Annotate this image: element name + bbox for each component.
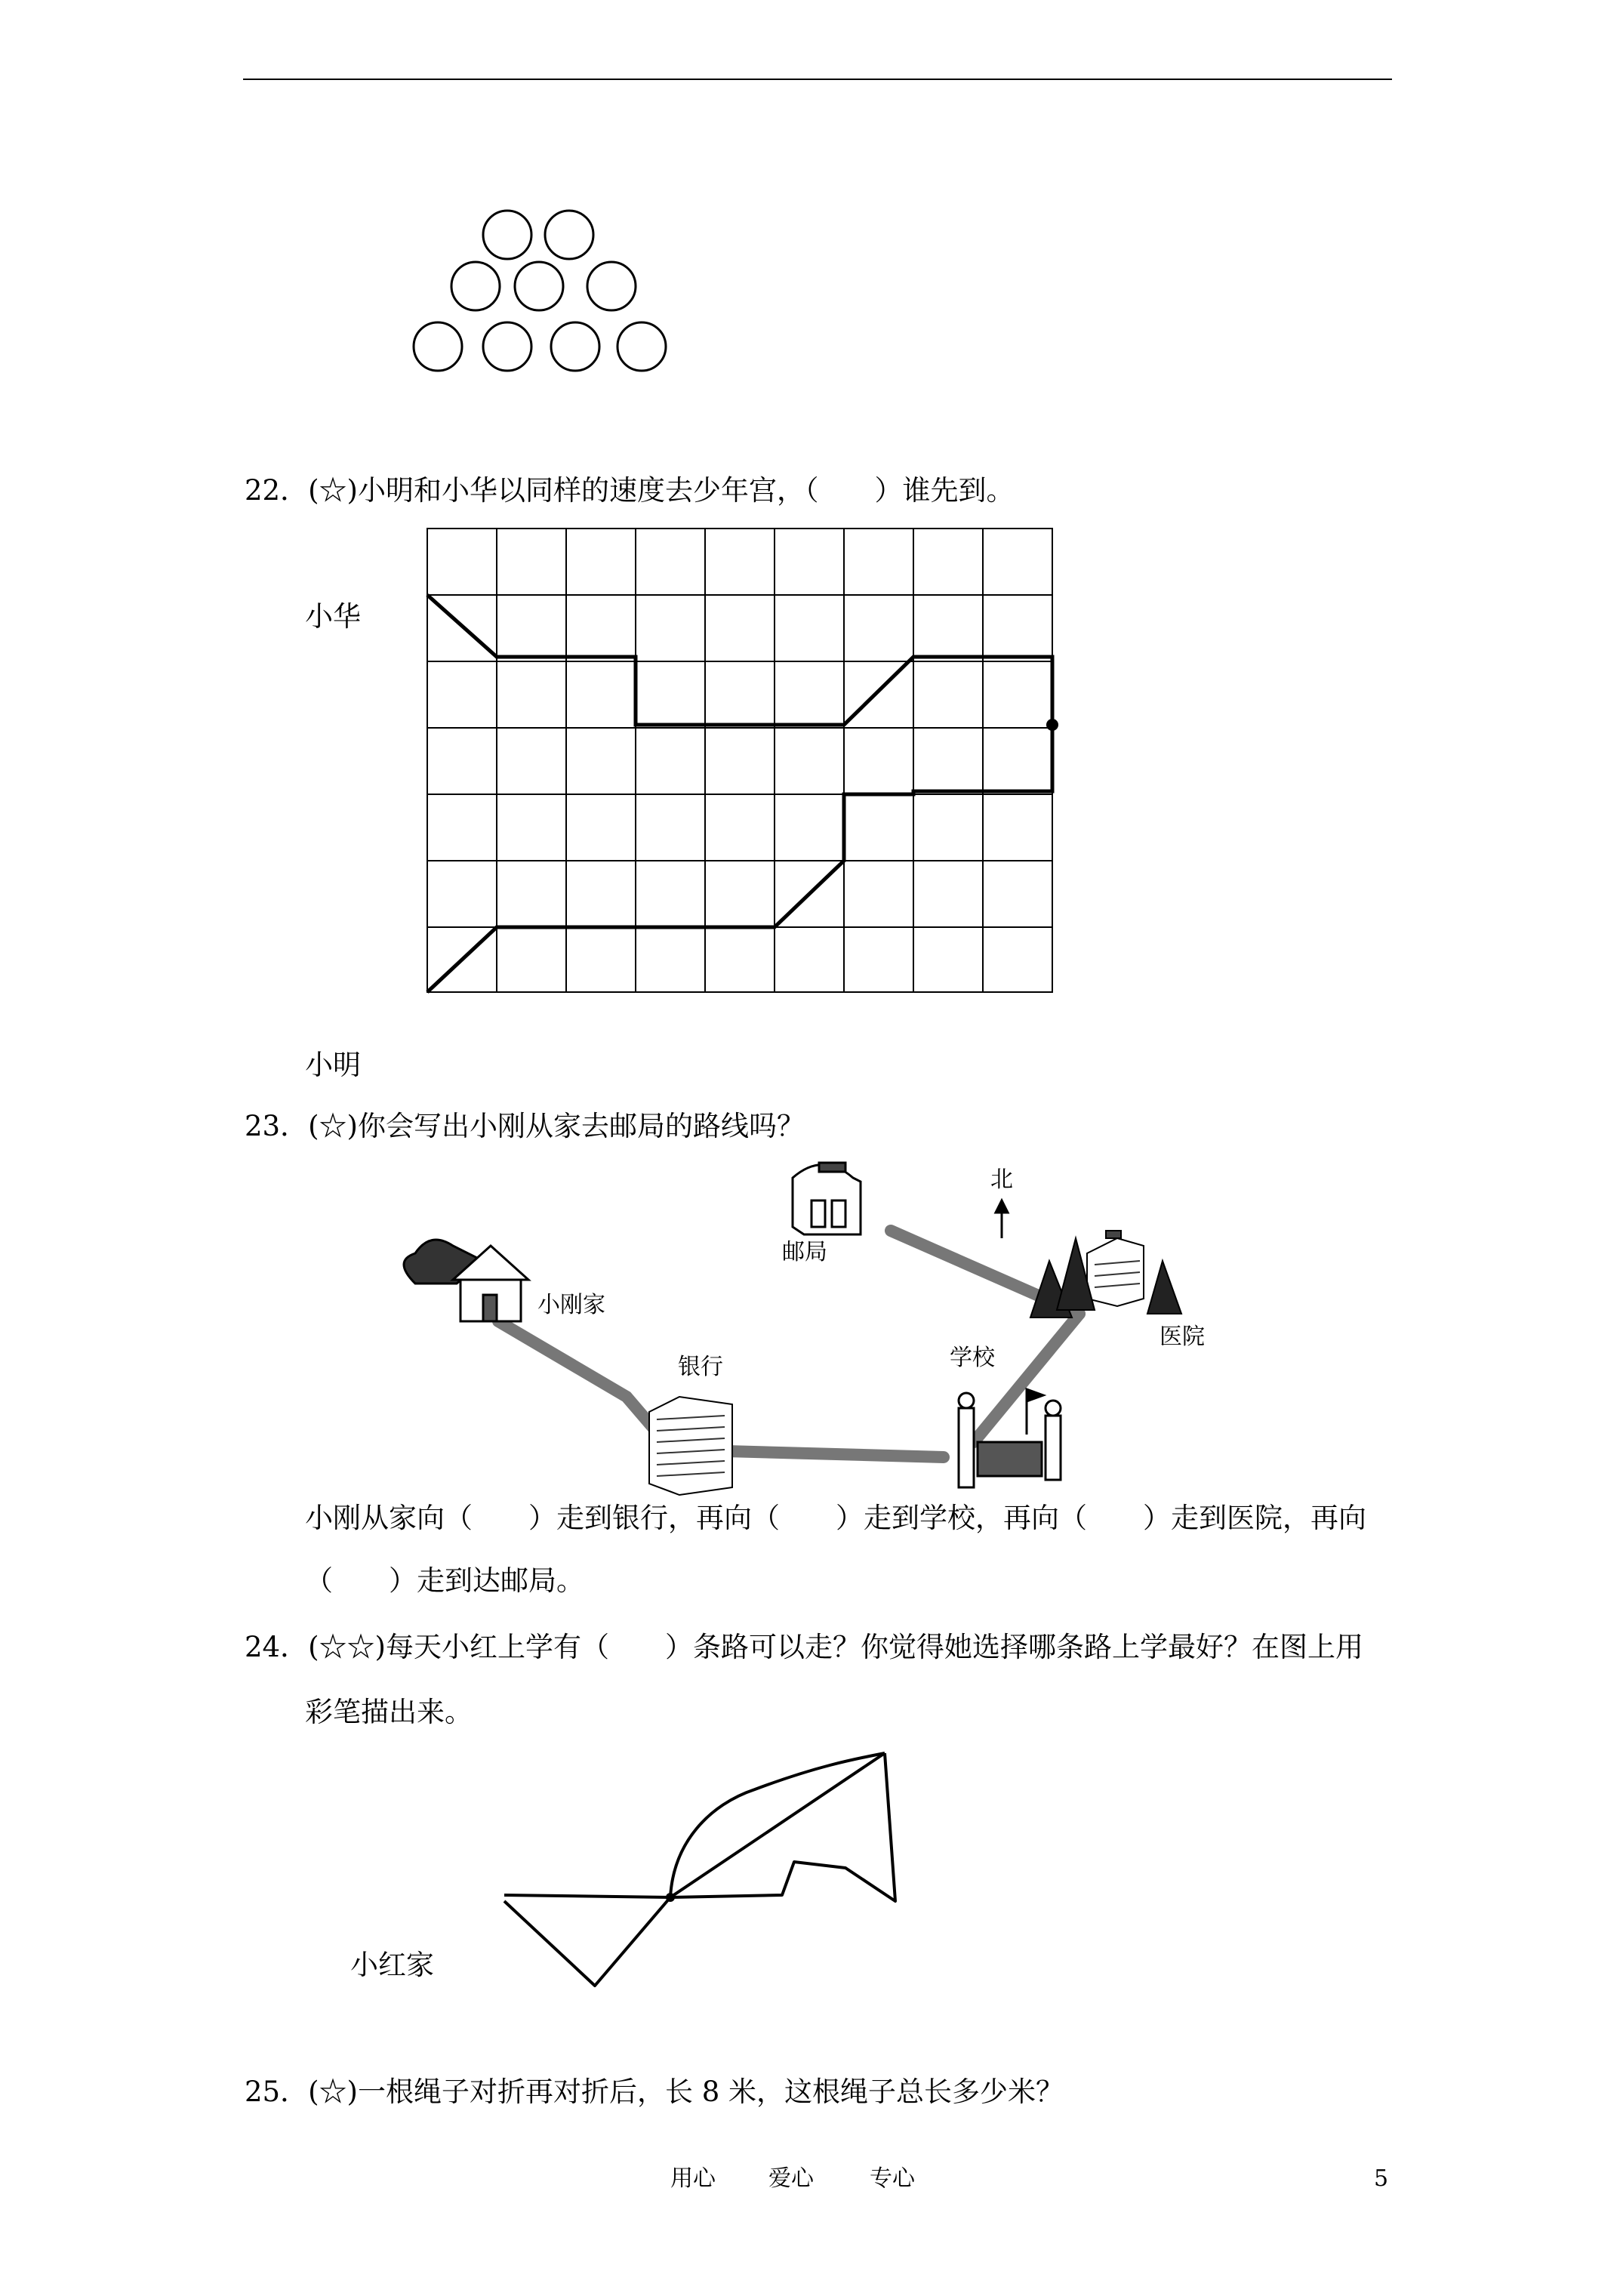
header-rule (243, 79, 1392, 80)
junction-dot (666, 1893, 675, 1902)
circle (414, 322, 462, 371)
circle (483, 322, 531, 371)
footer-item: 爱心 (768, 2165, 814, 2192)
map-label-bank: 银行 (678, 1354, 723, 1380)
circle (545, 211, 593, 259)
house-icon (404, 1240, 528, 1321)
question-23-text: 23．(☆)你会写出小刚从家去邮局的路线吗？ (245, 1110, 805, 1142)
circle (551, 322, 599, 371)
circle (587, 262, 636, 310)
xiaoming-route (427, 725, 1052, 992)
circle (515, 262, 563, 310)
question-23-answer-line-2: （ ）走到达邮局。 (305, 1564, 584, 1597)
circle (483, 211, 531, 259)
question-24-line-2: 彩笔描出来。 (305, 1696, 473, 1728)
map-label-home: 小刚家 (537, 1292, 605, 1318)
circle (451, 262, 500, 310)
page-number: 5 (1374, 2165, 1389, 2192)
circle-triangle-figure (400, 204, 687, 378)
question-22-text: 22．(☆)小明和小华以同样的速度去少年宫，（ ）谁先到。 (245, 474, 1015, 507)
label-xiaohua: 小华 (305, 600, 361, 633)
map-label-hospital: 医院 (1160, 1324, 1205, 1350)
route-sketch (498, 1737, 921, 1993)
route-grid (423, 524, 1058, 997)
bank-building-icon (649, 1397, 732, 1495)
xiaohua-route (427, 595, 1052, 725)
map-label-north: 北 (990, 1166, 1013, 1193)
north-arrow-icon (996, 1200, 1008, 1238)
destination-dot (1046, 719, 1058, 731)
question-24-line-1: 24．(☆☆)每天小红上学有（ ）条路可以走？你觉得她选择哪条路上学最好？在图上用 (245, 1631, 1363, 1663)
label-xiaoming: 小明 (305, 1049, 361, 1081)
route-map (370, 1148, 1261, 1495)
hospital-icon (1030, 1231, 1181, 1318)
footer-item: 用心 (670, 2165, 716, 2192)
question-25-text: 25．(☆)一根绳子对折再对折后，长 8 米，这根绳子总长多少米？ (245, 2076, 1064, 2108)
question-23-answer-line-1: 小刚从家向（ ）走到银行，再向（ ）走到学校，再向（ ）走到医院，再向 (305, 1502, 1366, 1534)
post-office-icon (793, 1163, 861, 1234)
map-label-post-office: 邮局 (782, 1239, 827, 1265)
footer-item: 专心 (870, 2165, 915, 2192)
map-label-school: 学校 (950, 1345, 995, 1371)
label-xiaohong-home: 小红家 (350, 1949, 434, 1981)
circle (617, 322, 666, 371)
